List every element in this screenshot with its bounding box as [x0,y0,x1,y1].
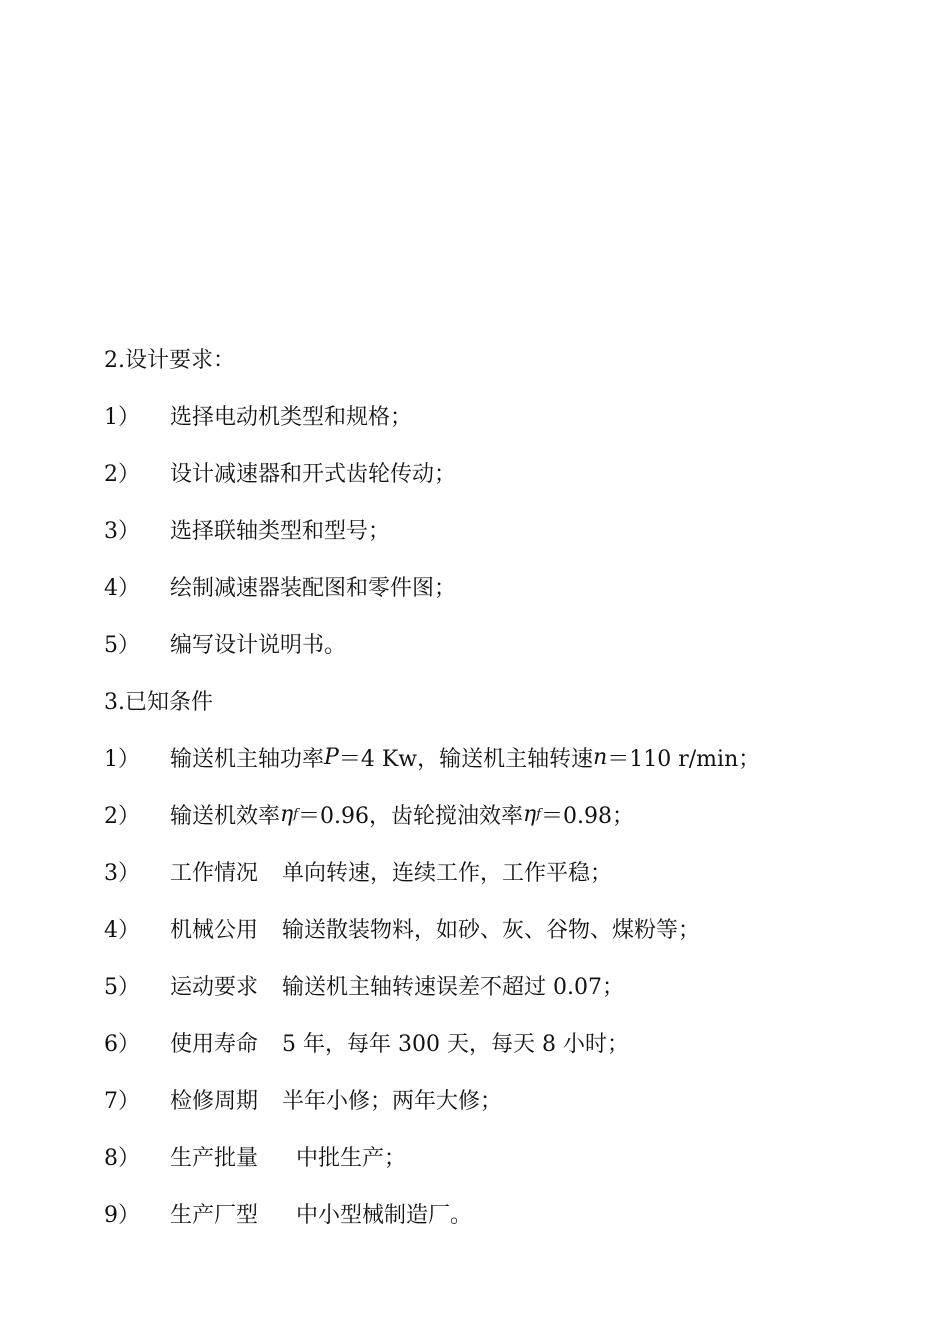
condition-item-3 [104,843,904,900]
section-3-heading-text: 3.已知条件 [104,690,213,715]
condition-item-1 [104,729,904,786]
item-number: 4） [104,576,140,601]
item-number: 2） [104,804,140,829]
item-number: 1） [104,405,140,430]
text-segment: ＝0.96，齿轮搅油效率 [298,804,524,829]
condition-item-7 [104,1071,904,1128]
item-value: 中小型械制造厂。 [296,1203,473,1228]
item-value: 半年小修；两年大修； [282,1089,503,1114]
power-variable: P [324,745,339,770]
section-3-heading [104,672,904,729]
document-content [104,330,904,1242]
item-number: 7） [104,1089,140,1114]
section-2-heading-text: 2.设计要求： [104,348,235,373]
condition-item-9 [104,1185,904,1242]
efficiency-subscript: f [536,807,542,822]
efficiency-symbol: η [280,802,294,827]
text-segment: ＝4 Kw，输送机主轴转速 [338,747,594,772]
item-value: 5 年，每年 300 天，每天 8 小时； [282,1032,629,1057]
requirement-item-2 [104,444,904,501]
requirement-item-5 [104,615,904,672]
item-number: 3） [104,861,140,886]
item-number: 2） [104,462,140,487]
speed-variable: n [593,745,608,770]
item-number: 4） [104,918,140,943]
section-2-heading [104,330,904,387]
item-text: 设计减速器和开式齿轮传动； [170,462,457,487]
condition-item-2 [104,786,904,843]
condition-item-8 [104,1128,904,1185]
item-number: 3） [104,519,140,544]
item-number: 9） [104,1203,140,1228]
item-text [170,742,760,773]
item-value: 输送机主轴转速误差不超过 0.07； [282,975,624,1000]
text-segment: ＝110 r/min； [607,747,761,772]
item-label: 工作情况 [170,861,259,886]
item-value: 单向转速，连续工作，工作平稳； [282,861,613,886]
condition-item-4 [104,900,904,957]
item-number: 8） [104,1146,140,1171]
item-label: 检修周期 [170,1089,259,1114]
item-label: 机械公用 [170,918,259,943]
item-value: 中批生产； [296,1146,407,1171]
text-segment: 输送机主轴功率 [170,747,325,772]
efficiency-subscript: f [293,807,299,822]
item-number: 5） [104,633,140,658]
item-label: 使用寿命 [170,1032,259,1057]
requirement-item-4 [104,558,904,615]
item-label: 生产批量 [170,1146,259,1171]
item-text [170,799,634,830]
item-number: 6） [104,1032,140,1057]
item-text: 绘制减速器装配图和零件图； [170,576,457,601]
item-text: 编写设计说明书。 [170,633,347,658]
item-text: 选择电动机类型和规格； [170,405,413,430]
condition-item-6 [104,1014,904,1071]
item-label: 运动要求 [170,975,259,1000]
item-value: 输送散装物料，如砂、灰、谷物、煤粉等； [282,918,701,943]
item-number: 1） [104,747,140,772]
efficiency-symbol: η [523,802,537,827]
condition-item-5 [104,957,904,1014]
text-segment: 输送机效率 [170,804,281,829]
text-segment: ＝0.98； [541,804,635,829]
item-label: 生产厂型 [170,1203,259,1228]
requirement-item-1 [104,387,904,444]
item-text: 选择联轴类型和型号； [170,519,391,544]
item-number: 5） [104,975,140,1000]
requirement-item-3 [104,501,904,558]
